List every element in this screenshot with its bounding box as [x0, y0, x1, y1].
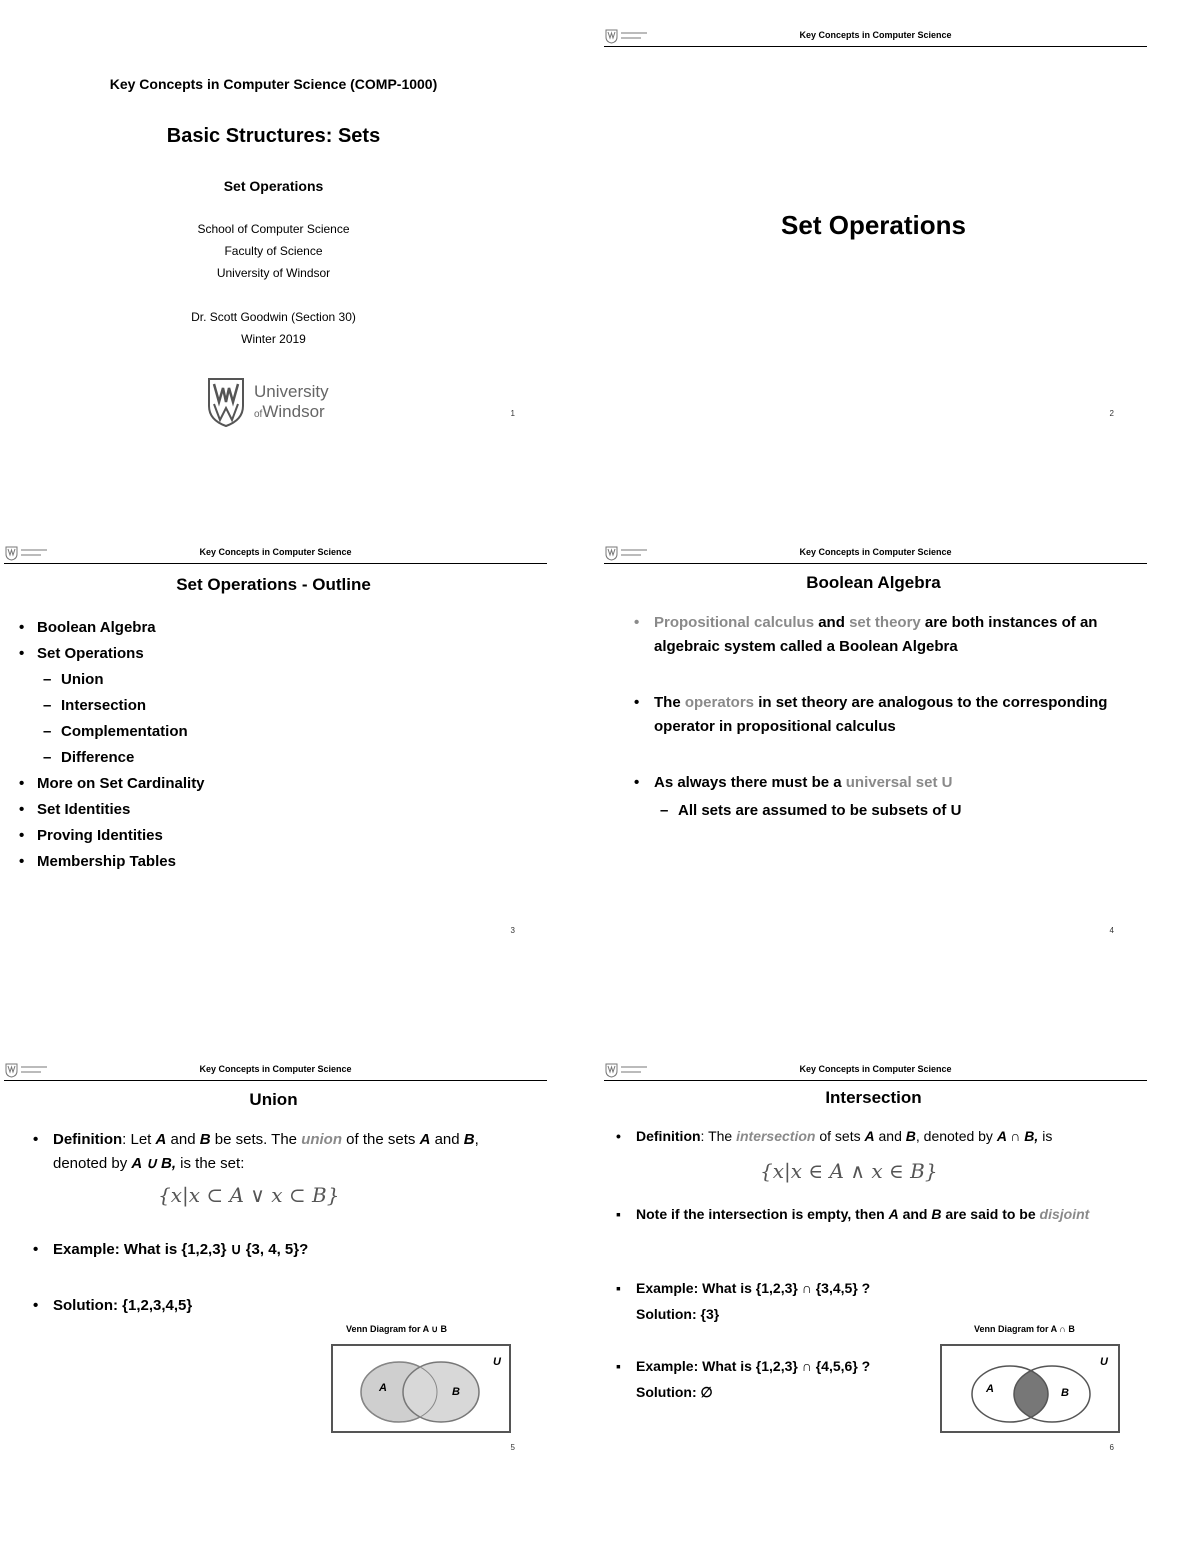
slide-header: [604, 1062, 1147, 1081]
slide-6: [600, 1062, 1147, 1502]
definition-bullet: • Definition: Let A and B be sets. The union of the sets A and B, denoted by A ∪ B, is the set:: [33, 1131, 479, 1172]
header-title: Key Concepts in Computer Science: [799, 30, 952, 40]
page-number: 6: [1109, 1443, 1114, 1452]
instructor: Dr. Scott Goodwin (Section 30): [191, 310, 356, 324]
slide-title: Intersection: [825, 1088, 922, 1107]
list-item: • Boolean Algebra: [19, 619, 156, 636]
list-item: • Membership Tables: [19, 853, 176, 870]
slide-2: [600, 28, 1147, 468]
page-number: 2: [1109, 409, 1114, 418]
bullet-universal-set: • As always there must be a universal set U: [634, 774, 953, 791]
page-number: 1: [510, 409, 515, 418]
slide-title: Set Operations - Outline: [176, 575, 371, 594]
venn-label-b: B: [1061, 1387, 1069, 1399]
slide-header: [604, 545, 1147, 564]
slide-4: [600, 545, 1147, 985]
term: Winter 2019: [241, 332, 306, 346]
set-b-ellipse: [403, 1362, 479, 1422]
venn-diagram-intersection: [940, 1344, 1120, 1433]
page-number: 4: [1109, 926, 1114, 935]
header-title: Key Concepts in Computer Science: [799, 1064, 952, 1074]
solution1: Solution: {3}: [636, 1306, 720, 1322]
union-formula: {x|x ⊂ A ∨ x ⊂ B}: [158, 1183, 340, 1207]
bullet-boolean-algebra: • Propositional calculus and set theory are both instances of an algebraic system called a Boolean Algebra: [634, 614, 1098, 655]
venn-label-a: A: [379, 1382, 387, 1394]
outline-list: [17, 615, 517, 875]
slide-header: [4, 545, 547, 564]
logo-text-university: University: [254, 382, 329, 401]
solution2: Solution: ∅: [636, 1384, 713, 1400]
slide-1: [0, 28, 547, 468]
list-item: – Intersection: [43, 697, 147, 714]
slide-subtitle: Set Operations: [223, 178, 324, 194]
venn-diagram-union: [331, 1344, 511, 1433]
venn-label-u: U: [1100, 1356, 1108, 1368]
sub-bullet-subsets: – All sets are assumed to be subsets of U: [660, 802, 962, 819]
venn-label-a: A: [986, 1383, 994, 1395]
slide-3: [0, 545, 547, 985]
venn-caption: Venn Diagram for A ∩ B: [974, 1324, 1075, 1334]
definition-bullet: • Definition: The intersection of sets A and B, denoted by A ∩ B, is: [616, 1128, 1053, 1144]
page-number: 5: [510, 1443, 515, 1452]
list-item: • More on Set Cardinality: [19, 775, 205, 792]
slide-header: [604, 28, 1147, 47]
note-bullet: ▪ Note if the intersection is empty, then A and B are said to be disjoint: [616, 1206, 1090, 1222]
list-item: • Proving Identities: [19, 827, 163, 844]
school-name: School of Computer Science: [197, 222, 350, 236]
slide-5: [0, 1062, 547, 1502]
slide-header: [4, 1062, 547, 1081]
list-item: – Difference: [43, 749, 135, 766]
header-title: Key Concepts in Computer Science: [799, 547, 952, 557]
shield-icon: [206, 376, 246, 428]
faculty-name: Faculty of Science: [224, 244, 323, 258]
slide-title: Set Operations: [781, 210, 966, 240]
solution-bullet: • Solution: {1,2,3,4,5}: [33, 1297, 193, 1314]
page-number: 3: [510, 926, 515, 935]
header-title: Key Concepts in Computer Science: [199, 1064, 352, 1074]
venn-caption: Venn Diagram for A ∪ B: [346, 1324, 447, 1334]
example1-bullet: ▪ Example: What is {1,2,3} ∩ {3,4,5} ?: [616, 1280, 871, 1296]
venn-label-b: B: [452, 1386, 460, 1398]
venn-label-u: U: [493, 1356, 501, 1368]
slide-title: Union: [249, 1090, 298, 1109]
slide-title: Boolean Algebra: [806, 573, 941, 592]
example-bullet: • Example: What is {1,2,3} ∪ {3, 4, 5}?: [33, 1241, 309, 1258]
slide-title: Basic Structures: Sets: [166, 125, 381, 147]
university-logo: [206, 376, 346, 428]
logo-text-windsor: ofWindsor: [254, 402, 325, 421]
list-item: • Set Operations: [19, 645, 144, 662]
list-item: – Union: [43, 671, 104, 688]
header-title: Key Concepts in Computer Science: [199, 547, 352, 557]
list-item: • Set Identities: [19, 801, 131, 818]
intersection-formula: {x|x ∈ A ∧ x ∈ B}: [760, 1159, 938, 1183]
example2-bullet: ▪ Example: What is {1,2,3} ∩ {4,5,6} ?: [616, 1358, 871, 1374]
university-name: University of Windsor: [216, 266, 331, 280]
list-item: – Complementation: [43, 723, 188, 740]
course-title: Key Concepts in Computer Science (COMP-1000): [109, 76, 438, 92]
bullet-operators: • The operators in set theory are analogous to the corresponding operator in propositional calculus: [634, 694, 1108, 735]
